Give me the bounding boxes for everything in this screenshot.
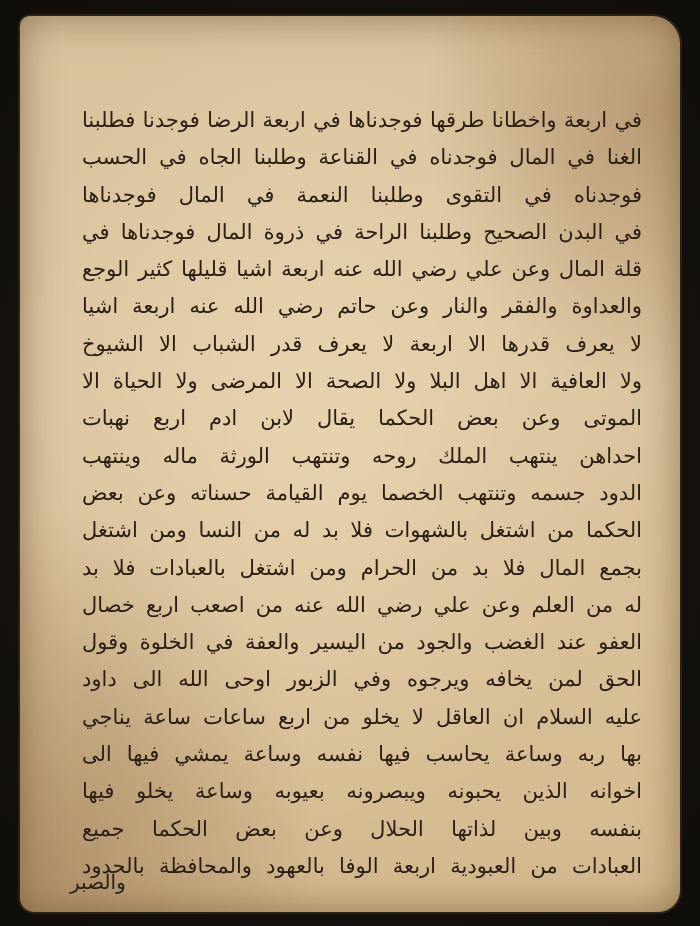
manuscript-line: احداهن ينتهب الملك روحه وتنتهب الورثة ماله وينتهب	[82, 443, 642, 468]
manuscript-line: له من العلم وعن علي رضي الله عنه من اصعب اربع خصال	[82, 592, 642, 617]
manuscript-line: ولا العافية الا اهل البلا ولا الصحة الا المرضى ولا الحياة الا	[82, 369, 642, 394]
manuscript-line: العفو عند الغضب والجود من اليسير والعفة في الخلوة وقول	[82, 630, 642, 655]
manuscript-line: بجمع المال فلا بد من الحرام ومن اشتغل بالعبادات فلا بد	[82, 555, 642, 580]
manuscript-line: العبادات من العبودية اربعة الوفا بالعهود والمحافظة بالحدود	[82, 853, 642, 878]
manuscript-line: قلة المال وعن علي رضي الله عنه اربعة اشيا قليلها كثير الوجع	[82, 257, 642, 282]
manuscript-line: فوجدناه في التقوى وطلبنا النعمة في المال فوجدناها	[82, 182, 642, 207]
manuscript-line: الموتى وعن بعض الحكما يقال لابن ادم اربع نهبات	[82, 406, 642, 431]
manuscript-line: الدود جسمه وتنتهب الخصما يوم القيامة حسناته وعن بعض	[82, 480, 642, 505]
manuscript-line: الحق لمن يخافه ويرجوه وفي الزبور اوحى الله الى داود	[82, 667, 642, 692]
manuscript-text	[82, 102, 642, 885]
manuscript-line: والعداوة والفقر والنار وعن حاتم رضي الله عنه اربعة اشيا	[82, 294, 642, 319]
manuscript-line: في البدن الصحيح وطلبنا الراحة في ذروة المال فوجدناها في	[82, 219, 642, 244]
manuscript-line: اخوانه الذين يحبونه ويبصرونه بعيوبه وساعة يخلو فيها	[82, 779, 642, 804]
manuscript-line: بها ربه وساعة يحاسب فيها نفسه وساعة يمشي فيها الى	[82, 742, 642, 767]
manuscript-line: الحكما من اشتغل بالشهوات فلا بد له من النسا ومن اشتغل	[82, 518, 642, 543]
manuscript-line: في اربعة واخطانا طرقها فوجدناها في اربعة الرضا فوجدنا فطلبنا	[82, 108, 642, 132]
manuscript-line: الغنا في المال فوجدناه في القناعة وطلبنا الجاه في الحسب	[82, 145, 642, 170]
catchword: والصبر	[70, 870, 126, 894]
manuscript-page	[20, 16, 680, 912]
manuscript-line: عليه السلام ان العاقل لا يخلو من اربع ساعات ساعة يناجي	[82, 704, 642, 729]
manuscript-line: لا يعرف قدرها الا اربعة لا يعرف قدر الشباب الا الشيوخ	[82, 331, 642, 356]
manuscript-line: بنفسه وبين لذاتها الحلال وعن بعض الحكما جميع	[82, 816, 642, 841]
